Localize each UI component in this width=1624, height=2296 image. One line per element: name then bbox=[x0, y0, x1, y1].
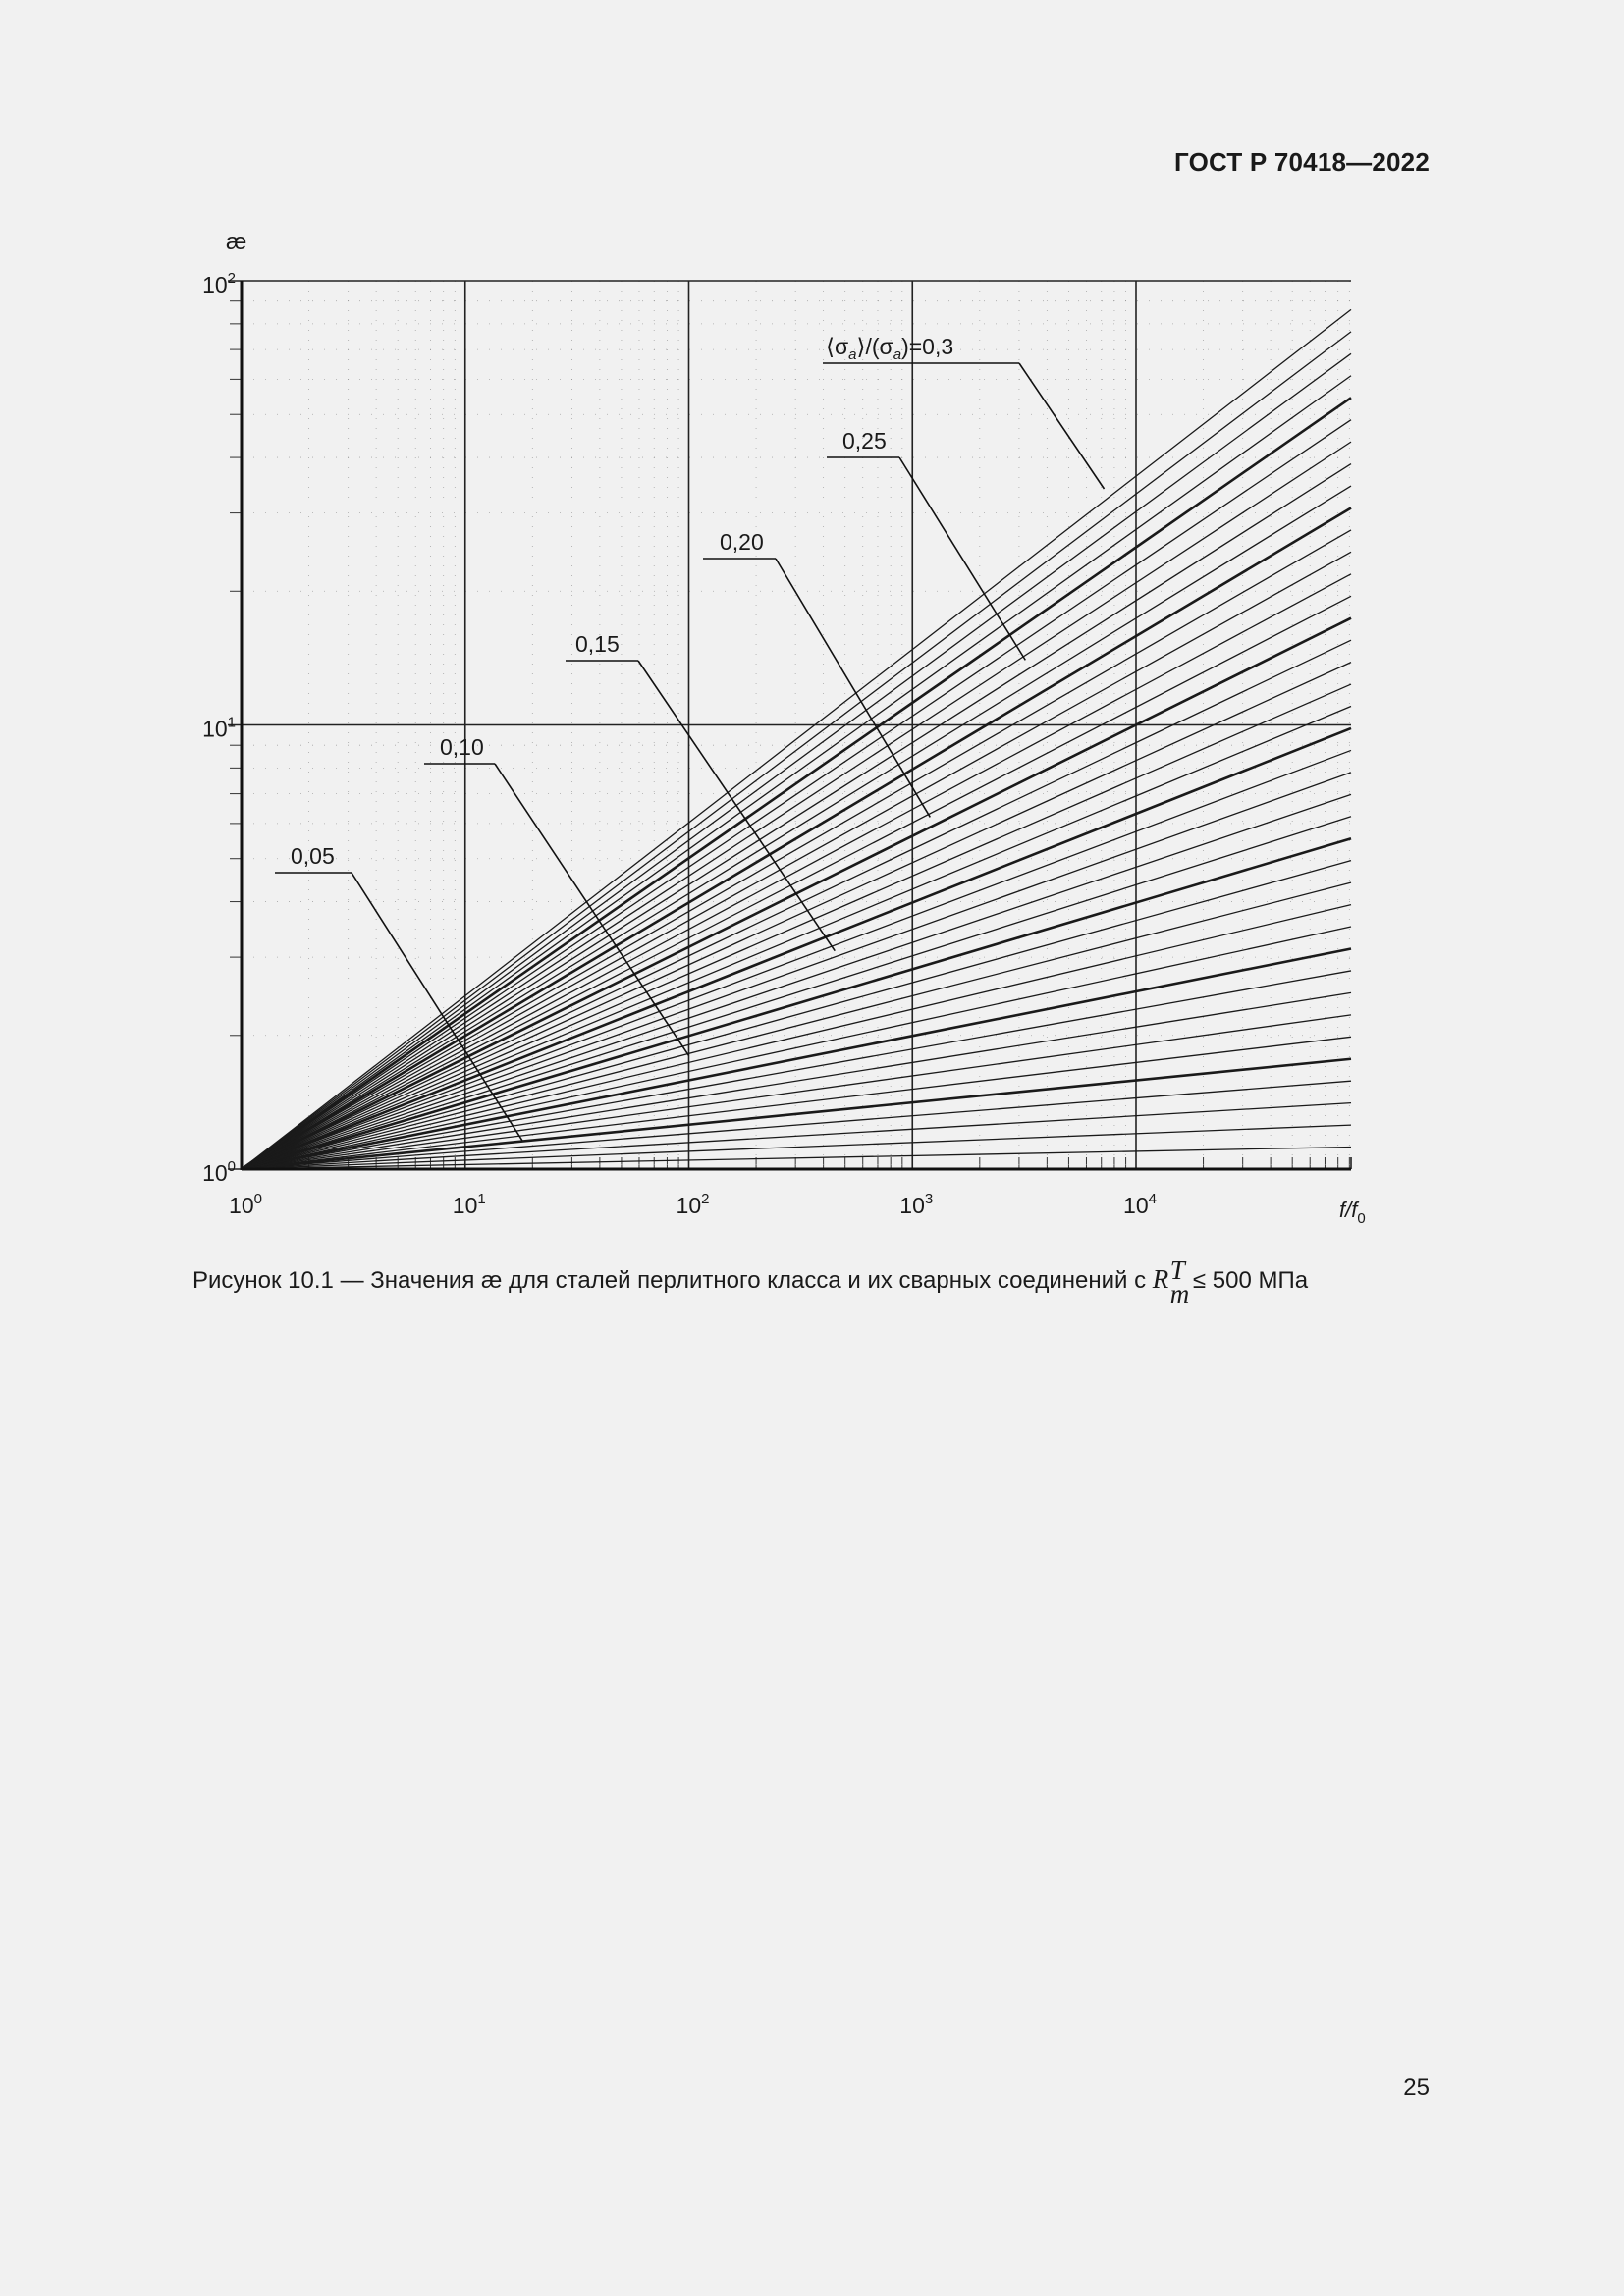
series-line bbox=[242, 486, 1351, 1169]
x-axis-label-sub: 0 bbox=[1357, 1210, 1366, 1227]
annotation-label-part: ⟨σ bbox=[826, 334, 849, 359]
x-tick-label bbox=[1123, 1191, 1157, 1218]
x-tick-label-exponent: 0 bbox=[253, 1191, 262, 1207]
annotation-label-part: )=0,3 bbox=[901, 334, 954, 359]
x-tick-label-exponent: 4 bbox=[1148, 1191, 1157, 1207]
series-line bbox=[242, 684, 1351, 1169]
figure-caption bbox=[192, 1255, 1309, 1308]
series-line bbox=[242, 663, 1351, 1169]
annotation-label: 0,25 bbox=[842, 428, 887, 454]
y-tick-label bbox=[202, 715, 236, 742]
grid-lines bbox=[228, 281, 1351, 1169]
y-tick-label-exponent: 2 bbox=[227, 270, 236, 287]
series-line bbox=[242, 927, 1351, 1169]
x-tick-label-base: 10 bbox=[899, 1193, 925, 1218]
annotation-leader bbox=[899, 457, 1025, 660]
series-line bbox=[242, 905, 1351, 1169]
document-code: ГОСТ Р 70418—2022 bbox=[1174, 147, 1430, 177]
y-tick-label-base: 10 bbox=[202, 272, 228, 297]
series-line bbox=[242, 376, 1351, 1169]
y-axis-label: æ bbox=[226, 229, 247, 255]
tick-labels bbox=[202, 270, 1157, 1218]
caption-symbol-base: R bbox=[1152, 1264, 1169, 1294]
series-line bbox=[242, 574, 1351, 1169]
caption-symbol-sup: T bbox=[1169, 1255, 1185, 1285]
series-line bbox=[242, 992, 1351, 1169]
annotation-label: 0,05 bbox=[291, 843, 335, 869]
series-line bbox=[242, 640, 1351, 1169]
series-line bbox=[242, 1125, 1351, 1169]
annotation-leader bbox=[1019, 363, 1105, 489]
annotation-label-part: ⟩/(σ bbox=[856, 334, 893, 359]
page-number: 25 bbox=[1403, 2074, 1430, 2101]
series-line bbox=[242, 861, 1351, 1169]
x-tick-label-base: 10 bbox=[676, 1193, 702, 1218]
series-line bbox=[242, 596, 1351, 1169]
x-axis-label-main: f/f bbox=[1339, 1198, 1358, 1222]
series-line bbox=[242, 750, 1351, 1169]
caption-prefix: Рисунок 10.1 — Значения æ для сталей перлитного класса и их сварных соединений с bbox=[192, 1267, 1153, 1294]
annotation-label-subscript: a bbox=[848, 347, 857, 363]
curve-family bbox=[242, 309, 1351, 1169]
y-tick-label-exponent: 0 bbox=[227, 1158, 236, 1175]
annotation-label bbox=[826, 334, 953, 363]
caption-symbol bbox=[1152, 1255, 1190, 1308]
y-tick-label-base: 10 bbox=[202, 716, 228, 742]
series-line bbox=[242, 838, 1351, 1169]
caption-suffix: ≤ 500 МПа bbox=[1186, 1267, 1309, 1294]
series-line bbox=[242, 398, 1351, 1169]
x-tick-label-exponent: 1 bbox=[477, 1191, 486, 1207]
x-tick-label-exponent: 2 bbox=[701, 1191, 710, 1207]
annotation-label: 0,10 bbox=[440, 734, 484, 760]
series-line bbox=[242, 1081, 1351, 1169]
annotation-label: 0,15 bbox=[575, 631, 620, 657]
x-tick-label-base: 10 bbox=[1123, 1193, 1149, 1218]
series-line bbox=[242, 353, 1351, 1169]
series-line bbox=[242, 882, 1351, 1169]
y-tick-label bbox=[202, 1158, 236, 1186]
series-line bbox=[242, 707, 1351, 1169]
annotation-label-subscript: a bbox=[893, 347, 902, 363]
y-tick-label bbox=[202, 270, 236, 297]
x-axis-label bbox=[1339, 1198, 1366, 1227]
series-line bbox=[242, 464, 1351, 1169]
x-tick-label bbox=[453, 1191, 486, 1218]
series-line bbox=[242, 817, 1351, 1169]
series-line bbox=[242, 309, 1351, 1169]
series-line bbox=[242, 1059, 1351, 1169]
series-line bbox=[242, 530, 1351, 1169]
x-tick-label-exponent: 3 bbox=[924, 1191, 934, 1207]
annotation-label: 0,20 bbox=[720, 529, 764, 555]
x-tick-label bbox=[899, 1191, 933, 1218]
caption-symbol-sub: m bbox=[1169, 1279, 1190, 1308]
x-tick-label bbox=[677, 1191, 710, 1218]
series-line bbox=[242, 1148, 1351, 1169]
x-tick-label-base: 10 bbox=[452, 1193, 478, 1218]
y-tick-label-exponent: 1 bbox=[227, 714, 236, 731]
series-line bbox=[242, 773, 1351, 1169]
x-tick-label bbox=[229, 1191, 262, 1218]
x-tick-label-base: 10 bbox=[229, 1193, 254, 1218]
y-tick-label-base: 10 bbox=[202, 1160, 228, 1186]
annotation-leader bbox=[776, 559, 930, 817]
series-line bbox=[242, 1015, 1351, 1169]
